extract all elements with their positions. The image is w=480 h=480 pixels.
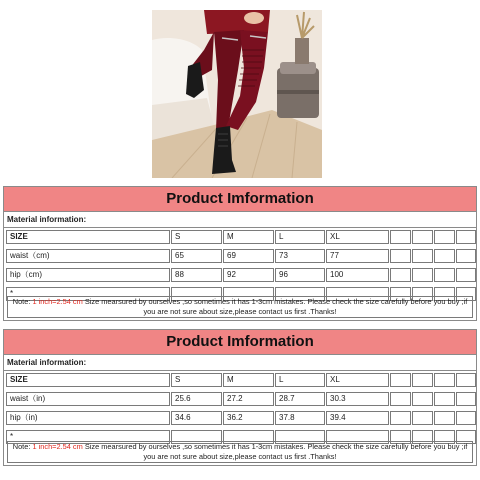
- table-cell: [412, 230, 433, 244]
- table-cell: 34.6: [171, 411, 222, 425]
- table-cell: [412, 373, 433, 387]
- size-chart-cm: [3, 186, 477, 321]
- table-cell: M: [223, 373, 274, 387]
- table-cell: [434, 373, 455, 387]
- table-row: [4, 266, 476, 285]
- table-cell: [412, 392, 433, 406]
- table-cell: 77: [326, 249, 389, 263]
- note-prefix: Note:: [12, 297, 33, 306]
- table-cell: S: [171, 230, 222, 244]
- table-title: Product Imformation: [4, 187, 476, 212]
- note-conversion: 1 inch=2.54 cm: [32, 297, 83, 306]
- table-cell: [456, 249, 476, 263]
- table-cell: 25.6: [171, 392, 222, 406]
- table-cell: [412, 249, 433, 263]
- table-cell: 37.8: [275, 411, 325, 425]
- table-cell: [456, 411, 476, 425]
- table-cell: *: [6, 430, 170, 444]
- table-cell: 96: [275, 268, 325, 282]
- table-row: [4, 371, 476, 390]
- table-cell: [456, 268, 476, 282]
- size-grid: [4, 371, 476, 447]
- table-cell: 100: [326, 268, 389, 282]
- table-cell: [456, 373, 476, 387]
- table-cell: 27.2: [223, 392, 274, 406]
- table-cell: 65: [171, 249, 222, 263]
- table-title: Product Imformation: [4, 330, 476, 355]
- table-cell: [434, 230, 455, 244]
- table-cell: [434, 411, 455, 425]
- product-photo: [152, 10, 322, 178]
- table-cell: SIZE: [6, 373, 170, 387]
- table-cell: [390, 373, 411, 387]
- table-cell: M: [223, 230, 274, 244]
- table-cell: [390, 392, 411, 406]
- table-cell: [390, 249, 411, 263]
- table-cell: 73: [275, 249, 325, 263]
- size-grid: [4, 228, 476, 304]
- table-cell: [390, 268, 411, 282]
- table-cell: hip（in): [6, 411, 170, 425]
- table-row: [4, 409, 476, 428]
- table-cell: [390, 411, 411, 425]
- table-row: [4, 390, 476, 409]
- table-cell: L: [275, 230, 325, 244]
- table-cell: S: [171, 373, 222, 387]
- product-photo-illustration: [152, 10, 322, 178]
- table-cell: [412, 268, 433, 282]
- table-cell: [434, 392, 455, 406]
- table-cell: waist（cm): [6, 249, 170, 263]
- note-text: Size mearsured by ourselves ,so sometimes it has 1-3cm mistakes. Please check the size carefully before you buy ;if you are not sure about size,please contact us first .Thanks!: [82, 297, 468, 316]
- table-cell: XL: [326, 230, 389, 244]
- material-info-label: Material information:: [4, 355, 476, 371]
- note-conversion: 1 inch=2.54 cm: [32, 442, 83, 451]
- material-info-label: Material information:: [4, 212, 476, 228]
- size-note: [7, 441, 473, 463]
- table-row: [4, 247, 476, 266]
- table-cell: waist（in): [6, 392, 170, 406]
- table-cell: L: [275, 373, 325, 387]
- table-cell: [456, 230, 476, 244]
- table-cell: [456, 392, 476, 406]
- note-prefix: Note:: [12, 442, 33, 451]
- table-cell: [390, 230, 411, 244]
- size-note: [7, 296, 473, 318]
- table-cell: 30.3: [326, 392, 389, 406]
- size-chart-inch: [3, 329, 477, 466]
- table-cell: 92: [223, 268, 274, 282]
- table-cell: 28.7: [275, 392, 325, 406]
- table-cell: hip（cm): [6, 268, 170, 282]
- table-cell: SIZE: [6, 230, 170, 244]
- table-cell: 69: [223, 249, 274, 263]
- note-text: Size mearsured by ourselves ,so sometimes it has 1-3cm mistakes. Please check the size carefully before you buy ;if you are not sure about size,please contact us first .Thanks!: [82, 442, 468, 461]
- table-cell: *: [6, 287, 170, 301]
- table-cell: [434, 268, 455, 282]
- table-cell: XL: [326, 373, 389, 387]
- table-cell: 39.4: [326, 411, 389, 425]
- table-cell: [434, 249, 455, 263]
- table-row: [4, 228, 476, 247]
- table-cell: 88: [171, 268, 222, 282]
- table-cell: 36.2: [223, 411, 274, 425]
- table-cell: [412, 411, 433, 425]
